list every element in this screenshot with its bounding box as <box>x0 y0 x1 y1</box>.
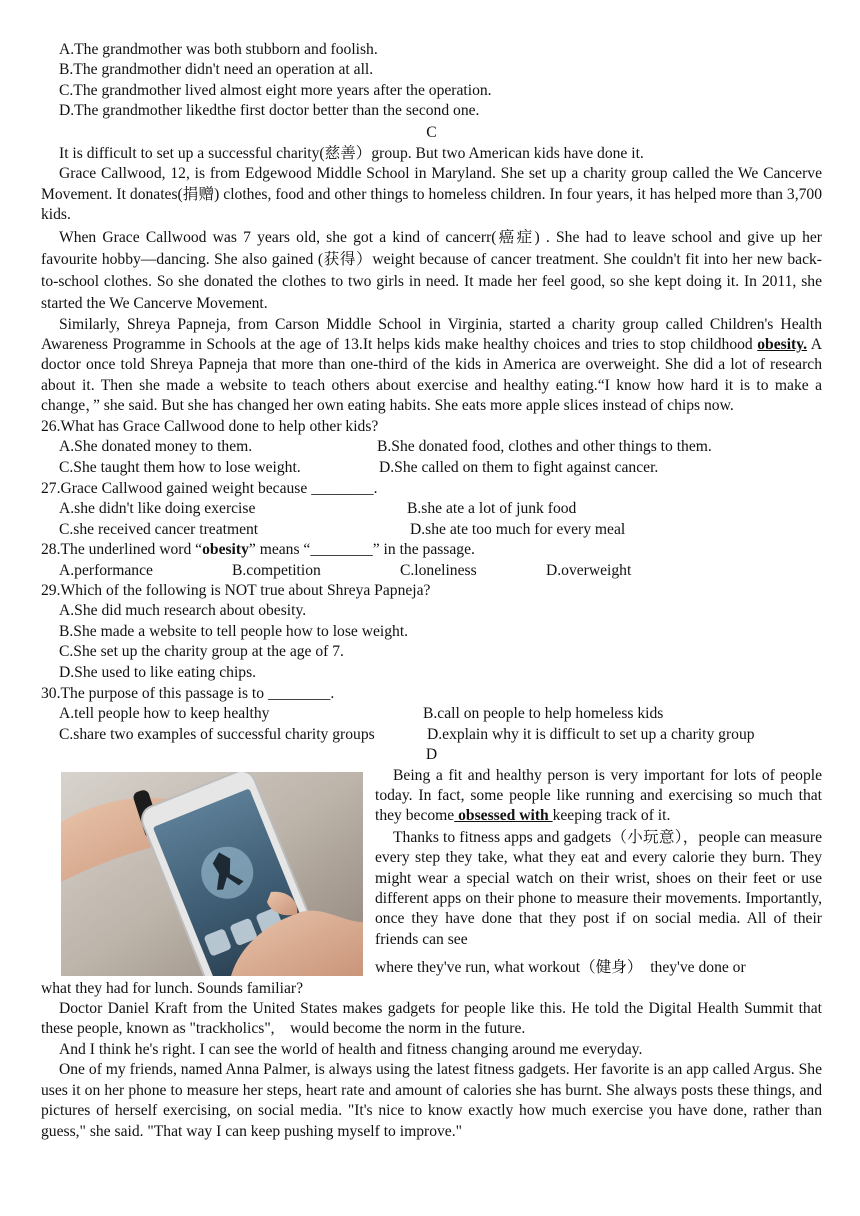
question-28-option-a: A.performance <box>59 561 153 579</box>
fitness-phone-photo <box>61 772 363 976</box>
section-d-photo-block <box>41 766 822 979</box>
question-27-options-row-2 <box>41 520 822 540</box>
question-27-stem: 27.Grace Callwood gained weight because ________. <box>41 479 378 497</box>
option-b-c: C.The grandmother lived almost eight more years after the operation. <box>59 81 492 99</box>
section-d-heading: D <box>425 746 438 764</box>
question-27-option-a: A.she didn't like doing exercise <box>59 500 256 518</box>
option-b-b: B.The grandmother didn't need an operation at all. <box>59 61 374 79</box>
question-28-keyword: obesity <box>202 541 249 559</box>
section-d-p1-after: keeping track of it. <box>552 807 671 825</box>
section-d-paragraph-3: Doctor Daniel Kraft from the United States makes gadgets for people like this. He told the Digital Health Summit that these people, known as "trackholics", would become the norm in the future. <box>41 1000 822 1038</box>
question-29-option-d: D.She used to like eating chips. <box>59 663 257 681</box>
section-d-paragraph-2-tail-line: where they've run, what workout（健身） they've done or <box>375 959 746 977</box>
question-28-stem-before: 28.The underlined word “ <box>41 541 203 559</box>
section-d-paragraph-2-side: Thanks to fitness apps and gadgets（小玩意），people can measure every step they take, what they eat and every calorie they burn. They might wear a special watch on their wrist, shoes on their feet or use different apps on their phone to measure their movements. Importantly, once they have done that they post if on social media. All of their friends can see <box>375 828 822 948</box>
question-26-stem: 26.What has Grace Callwood done to help other kids? <box>41 417 379 435</box>
section-c-paragraph-2: Grace Callwood, 12, is from Edgewood Middle School in Maryland. She set up a charity group called the We Cancerve Movement. It donates(捐赠) clothes, food and other things to homeless children. In four years, it has helped more than 3,700 kids. <box>41 165 822 224</box>
section-c-paragraph-3: When Grace Callwood was 7 years old, she got a kind of cancerr(癌症) . She had to leave school and give up her favourite hobby—dancing. She also gained (获得）weight because of cancer treatment. She couldn't fit into her new back‐to‐school clothes. So she donated the clothes to two girls in need. It made her feel good, so she kept doing it. In 2011, she started the We Cancerve Movement. <box>41 228 822 312</box>
worksheet-page <box>41 40 822 1142</box>
question-30-option-c: C.share two examples of successful charity groups <box>59 725 375 743</box>
question-26-option-a: A.She donated money to them. <box>59 438 253 456</box>
question-30-options-row-2 <box>41 725 822 745</box>
question-28-option-d: D.overweight <box>546 561 632 579</box>
question-28-option-c: C.loneliness <box>400 561 477 579</box>
question-26-options-row-1 <box>41 437 822 457</box>
question-27-option-b: B.she ate a lot of junk food <box>407 500 577 518</box>
section-c-heading: C <box>426 123 437 141</box>
question-30-option-b: B.call on people to help homeless kids <box>423 705 664 723</box>
section-d-paragraph-4: And I think he's right. I can see the world of health and fitness changing around me everyday. <box>59 1040 643 1058</box>
question-30-options-row-1 <box>41 704 822 724</box>
section-d-side-text <box>375 766 822 979</box>
question-29-stem: 29.Which of the following is NOT true about Shreya Papneja? <box>41 581 431 599</box>
question-26-option-d: D.She called on them to fight against cancer. <box>379 458 659 476</box>
question-30-stem: 30.The purpose of this passage is to ________. <box>41 684 335 702</box>
question-28-options <box>41 561 822 581</box>
question-27-options-row-1 <box>41 499 822 519</box>
paragraph-4-text-after: A doctor once told Shreya Papneja that more than one-third of the kids in America are overweight. She did a lot of research about it. Then she made a website to teach others about exercise and healthy eating.“I know how hard it is to make a change，” she said. But she has changed her own eating habits. She eats more apple slices instead of chips now. <box>41 336 822 415</box>
question-29-option-a: A.She did much research about obesity. <box>59 602 307 620</box>
paragraph-4-text-before: Similarly, Shreya Papneja, from Carson Middle School in Virginia, started a charity group called Children's Health Awareness Programme in Schools at the age of 13.It helps kids make healthy choices and tries to stop childhood <box>41 315 822 354</box>
question-26-option-c: C.She taught them how to lose weight. <box>59 458 301 476</box>
fitness-phone-illustration <box>61 772 363 976</box>
question-27-option-d: D.she ate too much for every meal <box>410 520 626 538</box>
question-29-option-c: C.She set up the charity group at the age of 7. <box>59 643 344 661</box>
question-29-option-b: B.She made a website to tell people how to lose weight. <box>59 622 409 640</box>
question-28-option-b: B.competition <box>232 561 321 579</box>
question-30-option-a: A.tell people how to keep healthy <box>59 705 270 723</box>
question-30-option-d: D.explain why it is difficult to set up a charity group <box>427 725 755 743</box>
section-c-paragraph-4 <box>41 315 822 417</box>
question-26-option-b: B.She donated food, clothes and other things to them. <box>377 438 712 456</box>
underlined-phrase-obsessed-with: obsessed with <box>454 807 553 825</box>
section-d-p1-before: Being a fit and healthy person is very important for lots of people today. In fact, some people like running and exercising so much that they become <box>375 766 822 825</box>
question-28-stem-after: ” means “________” in the passage. <box>248 541 475 559</box>
section-d-paragraph-2-continued: what they had for lunch. Sounds familiar? <box>41 979 303 997</box>
underlined-word-obesity: obesity. <box>757 336 808 354</box>
section-c-paragraph-1: It is difficult to set up a successful charity(慈善）group. But two American kids have done it. <box>59 145 644 163</box>
option-b-d: D.The grandmother likedthe first doctor better than the second one. <box>59 102 480 120</box>
question-26-options-row-2 <box>41 458 822 478</box>
question-28-stem <box>41 540 822 560</box>
question-27-option-c: C.she received cancer treatment <box>59 520 259 538</box>
section-d-paragraph-1 <box>375 766 822 827</box>
option-b-a: A.The grandmother was both stubborn and foolish. <box>59 41 378 58</box>
section-d-paragraph-5: One of my friends, named Anna Palmer, is always using the latest fitness gadgets. Her favorite is an app called Argus. She uses it on her phone to measure her steps, heart rate and amount of calories she has burnt. She always posts these things, and pictures of herself exercising, on social media. "It's nice to know exactly how much exercise you have done, rather than guess," she said. "That way I can keep pushing myself to improve." <box>41 1061 822 1140</box>
